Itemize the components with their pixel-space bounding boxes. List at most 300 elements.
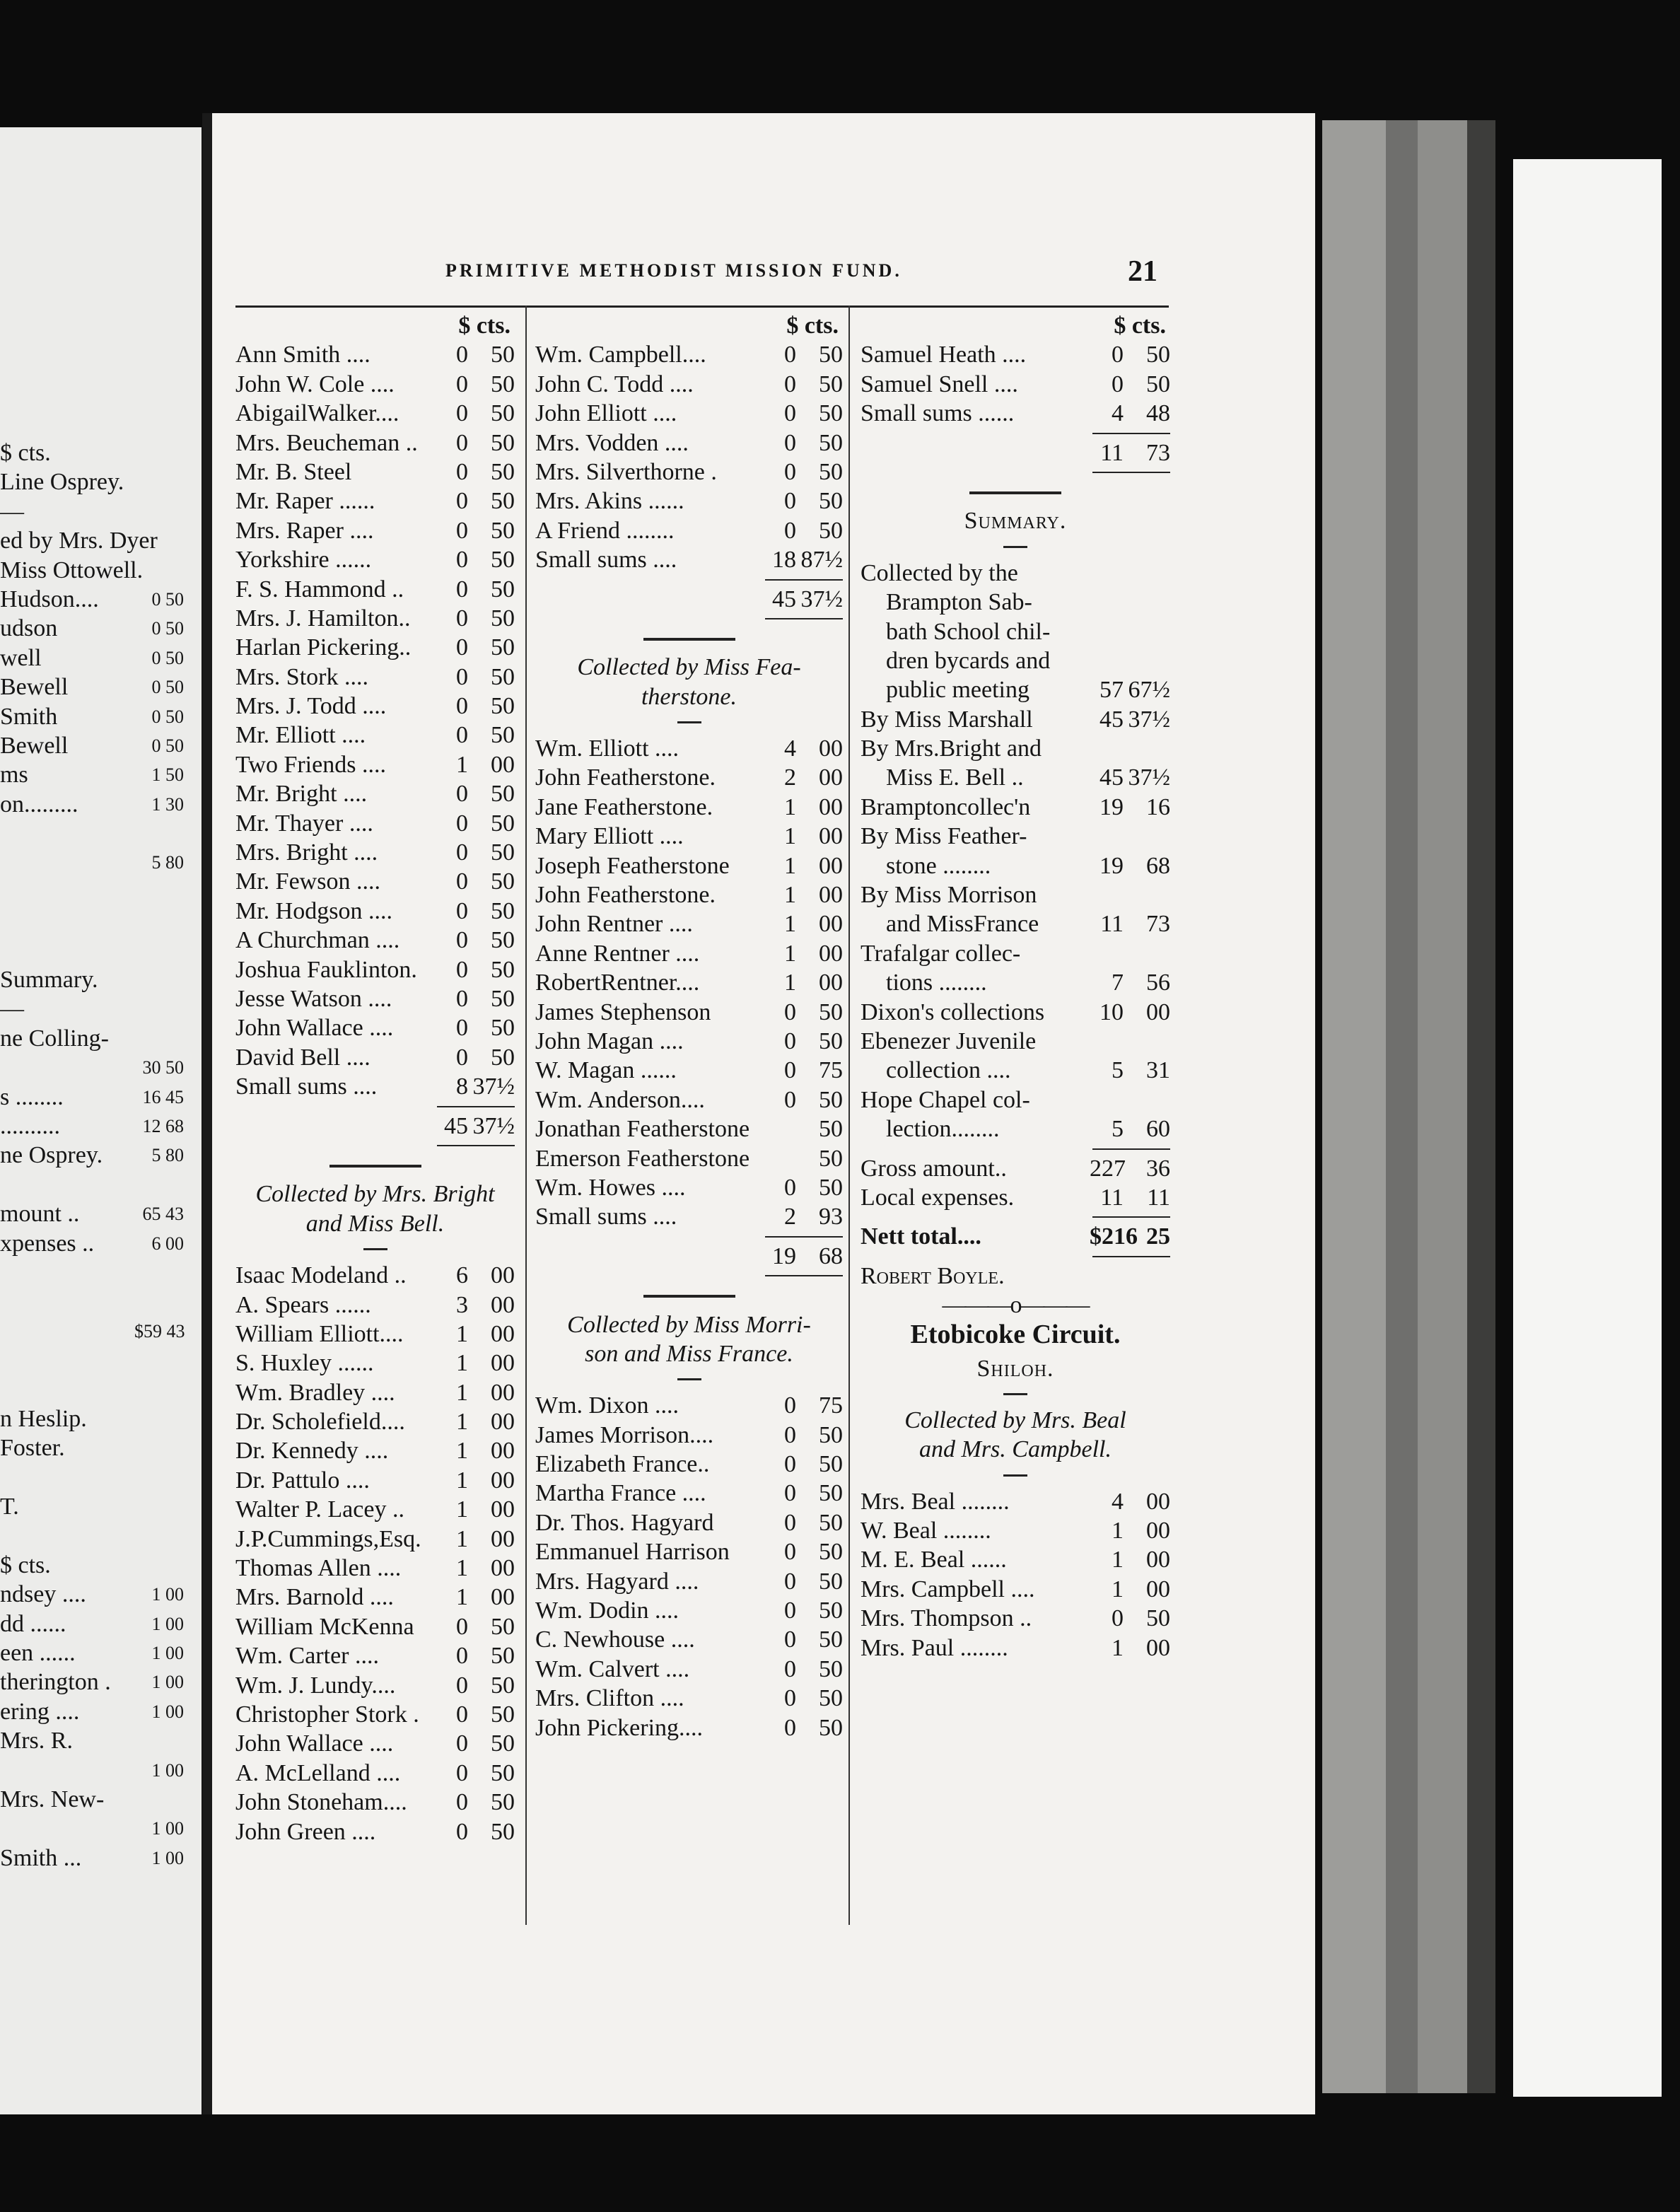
summary-title: Summary. bbox=[964, 508, 1067, 535]
subtotal-cents: 68 bbox=[819, 1242, 843, 1269]
amount-cents: 67½ bbox=[1128, 677, 1170, 704]
amount-cents: 50 bbox=[819, 1421, 843, 1448]
left-line-text: Foster. bbox=[0, 1435, 65, 1462]
amount-cents: 56 bbox=[1146, 970, 1170, 996]
list-item bbox=[235, 633, 515, 662]
left-line-value: 0 50 bbox=[151, 618, 184, 639]
left-line-text: Miss Ottowell. bbox=[0, 557, 144, 583]
list-item bbox=[235, 1554, 515, 1583]
list-item bbox=[535, 939, 843, 968]
left-line-value bbox=[134, 497, 184, 526]
amount-dollars: 19 bbox=[1099, 793, 1124, 820]
left-page-line bbox=[0, 1199, 184, 1228]
list-item bbox=[235, 1291, 515, 1320]
amount-cents: 50 bbox=[1146, 1605, 1170, 1632]
contributor-name: Mary Elliott .... bbox=[535, 823, 684, 850]
subtotal-spacer bbox=[861, 438, 1090, 467]
left-line-value: 1 50 bbox=[151, 764, 184, 786]
amount-cents: 50 bbox=[491, 605, 515, 631]
contributor-name: John Featherstone. bbox=[535, 764, 716, 791]
left-line-text: $ cts. bbox=[0, 1552, 51, 1578]
left-line-text bbox=[0, 1053, 134, 1082]
amount-dollars: 4 bbox=[784, 735, 796, 762]
list-item bbox=[535, 1479, 843, 1508]
amount-dollars: 0 bbox=[456, 663, 468, 690]
left-line-value bbox=[143, 556, 184, 585]
left-line-value bbox=[134, 467, 184, 496]
list-item bbox=[535, 1537, 843, 1566]
amount-cents: 93 bbox=[819, 1204, 843, 1230]
amount-cents: 00 bbox=[1146, 1634, 1170, 1661]
short-dash bbox=[235, 1238, 515, 1261]
amount-dollars: 0 bbox=[784, 458, 796, 485]
summary-line: public meeting bbox=[886, 677, 1030, 704]
amount-dollars: 0 bbox=[456, 781, 468, 808]
contributor-name: Small sums .... bbox=[235, 1073, 378, 1100]
list-item bbox=[235, 721, 515, 750]
summary-line: dren bycards and bbox=[886, 647, 1051, 674]
list-item bbox=[535, 1056, 843, 1085]
amount-cents: 50 bbox=[491, 985, 515, 1012]
left-line-text bbox=[0, 1521, 134, 1550]
summary-line: By Miss Morrison bbox=[861, 882, 1037, 909]
amount-dollars: 0 bbox=[456, 1818, 468, 1845]
amount-dollars: 0 bbox=[784, 1539, 796, 1566]
amount-dollars: 0 bbox=[784, 1057, 796, 1084]
list-item bbox=[235, 838, 515, 867]
amount-dollars: 0 bbox=[456, 342, 468, 368]
list-item bbox=[861, 340, 1170, 369]
left-line-text: well bbox=[0, 644, 42, 671]
summary-line: Dixon's collections bbox=[861, 999, 1045, 1025]
section-separator bbox=[861, 477, 1170, 506]
amount-dollars: 11 bbox=[1100, 1184, 1124, 1211]
amount-cents: 37½ bbox=[1128, 764, 1170, 791]
amount-cents: 00 bbox=[491, 1438, 515, 1465]
list-item bbox=[235, 545, 515, 574]
left-line-value bbox=[134, 1024, 184, 1053]
amount-cents: 50 bbox=[491, 897, 515, 924]
contributor-name: Mr. Elliott .... bbox=[235, 722, 366, 749]
left-page-line bbox=[0, 1053, 184, 1082]
contributor-name: James Morrison.... bbox=[535, 1421, 714, 1448]
amount-dollars: 1 bbox=[456, 1584, 468, 1611]
amount-cents: 50 bbox=[491, 1789, 515, 1816]
amount-cents: 50 bbox=[819, 1685, 843, 1712]
amount-dollars: 4 bbox=[1112, 1488, 1124, 1515]
amount-dollars: 0 bbox=[456, 927, 468, 954]
left-line-value: 1 00 bbox=[151, 1643, 184, 1664]
contributor-name: William Elliott.... bbox=[235, 1320, 404, 1347]
amount-cents: 00 bbox=[491, 1291, 515, 1318]
contributor-name: Mr. Thayer .... bbox=[235, 810, 373, 837]
amount-dollars: 1 bbox=[456, 1409, 468, 1436]
column-rule bbox=[848, 305, 850, 1925]
summary-line: Collected by the bbox=[861, 559, 1018, 586]
list-item bbox=[535, 1027, 843, 1056]
left-line-value bbox=[134, 1463, 184, 1492]
total-rule bbox=[1092, 472, 1170, 473]
amount-cents: 00 bbox=[819, 970, 843, 996]
amount-dollars: 8 bbox=[456, 1073, 468, 1100]
summary-item bbox=[861, 1027, 1170, 1085]
left-page-line bbox=[0, 673, 184, 702]
subtotal-cents: 73 bbox=[1146, 439, 1170, 466]
amount-dollars: 0 bbox=[784, 1714, 796, 1741]
left-line-value: 1 00 bbox=[151, 1613, 184, 1634]
list-item bbox=[535, 399, 843, 428]
amount-dollars: 1 bbox=[456, 1350, 468, 1377]
amount-cents: 48 bbox=[1146, 400, 1170, 427]
amount-cents: 50 bbox=[819, 342, 843, 368]
list-item bbox=[235, 955, 515, 984]
left-line-value bbox=[134, 1521, 184, 1550]
list-item bbox=[235, 1436, 515, 1465]
left-line-text: Line Osprey. bbox=[0, 469, 124, 496]
amount-dollars: 0 bbox=[784, 371, 796, 397]
amount-dollars: 2 bbox=[784, 764, 796, 791]
total-rule bbox=[1092, 433, 1170, 434]
left-line-value: 0 50 bbox=[151, 647, 184, 668]
contributor-name: Mrs. Beal ........ bbox=[861, 1488, 1010, 1515]
left-page-line bbox=[0, 1170, 184, 1199]
subtotal-spacer bbox=[535, 1242, 762, 1271]
list-item bbox=[535, 734, 843, 763]
amount-dollars: 0 bbox=[456, 810, 468, 837]
left-page-line bbox=[0, 614, 184, 643]
list-item bbox=[535, 1114, 843, 1143]
total-rule bbox=[1092, 1148, 1170, 1150]
column-3 bbox=[861, 311, 1170, 1663]
left-page-line bbox=[0, 1785, 184, 1814]
left-line-value bbox=[134, 1375, 184, 1404]
left-line-text: een ...... bbox=[0, 1640, 76, 1667]
row-label: Nett total.... bbox=[861, 1223, 981, 1250]
summary-line: bath School chil- bbox=[886, 618, 1051, 645]
summary-line: Trafalgar collec- bbox=[861, 940, 1021, 967]
left-line-text: Smith bbox=[0, 703, 58, 730]
list-item bbox=[235, 487, 515, 516]
left-page-line bbox=[0, 1229, 184, 1258]
amount-cents: 50 bbox=[491, 634, 515, 661]
contributor-name: Emerson Featherstone bbox=[535, 1145, 750, 1172]
amount-dollars: 1 bbox=[1112, 1547, 1124, 1573]
amount-cents: 50 bbox=[819, 1714, 843, 1741]
amount-dollars: 6 bbox=[456, 1262, 468, 1289]
contributor-name: A. McLelland .... bbox=[235, 1759, 401, 1786]
contributor-name: Small sums ...... bbox=[861, 400, 1015, 427]
amount-cents: 50 bbox=[819, 1451, 843, 1478]
amount-cents: 31 bbox=[1146, 1057, 1170, 1084]
amount-dollars: 1 bbox=[456, 751, 468, 778]
summary-line: Miss E. Bell .. bbox=[886, 764, 1024, 791]
left-page-line bbox=[0, 1551, 184, 1580]
list-item bbox=[535, 429, 843, 458]
list-item bbox=[235, 575, 515, 604]
contributor-name: Wm. Howes .... bbox=[535, 1174, 686, 1201]
amount-dollars: 0 bbox=[456, 576, 468, 603]
amount-dollars: 1 bbox=[784, 882, 796, 909]
left-line-text: Smith ... bbox=[0, 1844, 82, 1871]
amount-cents: 00 bbox=[491, 1262, 515, 1289]
contributor-name: C. Newhouse .... bbox=[535, 1626, 695, 1653]
left-line-value bbox=[134, 1287, 184, 1316]
left-line-text: udson bbox=[0, 615, 58, 642]
amount-cents: 50 bbox=[819, 1655, 843, 1682]
left-page-line bbox=[0, 965, 184, 994]
subtotal-row bbox=[861, 438, 1170, 467]
left-page-column bbox=[0, 438, 184, 1873]
amount-cents: 50 bbox=[819, 1480, 843, 1507]
left-page-line bbox=[0, 467, 184, 496]
contributor-name: J.P.Cummings,Esq. bbox=[235, 1525, 421, 1552]
contributor-name: William McKenna bbox=[235, 1613, 414, 1640]
left-line-text: — bbox=[0, 996, 24, 1023]
list-item bbox=[235, 1043, 515, 1072]
contributor-name: S. Huxley ...... bbox=[235, 1350, 374, 1377]
amount-cents: 75 bbox=[819, 1392, 843, 1419]
amount-cents: 50 bbox=[491, 517, 515, 544]
list-item bbox=[235, 779, 515, 808]
contributor-name: Mrs. Raper .... bbox=[235, 517, 374, 544]
amount-dollars: 1 bbox=[1112, 1576, 1124, 1602]
subtotal-row bbox=[235, 1112, 515, 1141]
summary-amount bbox=[1090, 968, 1170, 997]
contributor-name: Wm. Dodin .... bbox=[535, 1597, 679, 1624]
left-line-value bbox=[134, 1346, 184, 1375]
contributor-name: John Pickering.... bbox=[535, 1714, 704, 1741]
amount-dollars: 0 bbox=[456, 371, 468, 397]
list-item bbox=[535, 1085, 843, 1114]
amount-cents: 50 bbox=[819, 429, 843, 456]
summary-line: By Miss Marshall bbox=[861, 706, 1033, 733]
left-line-value: 1 00 bbox=[151, 1701, 184, 1722]
amount-dollars: 0 bbox=[784, 342, 796, 368]
left-page-line bbox=[0, 1375, 184, 1404]
list-item bbox=[861, 1575, 1170, 1604]
currency-label: $ cts. bbox=[458, 313, 511, 339]
amount-dollars: 1 bbox=[456, 1555, 468, 1582]
left-page-line bbox=[0, 585, 184, 614]
amount-cents: 50 bbox=[819, 1145, 843, 1172]
subtotal-row bbox=[535, 1242, 843, 1271]
amount-cents: 50 bbox=[491, 342, 515, 368]
amount-cents: 00 bbox=[819, 911, 843, 938]
left-line-value: 1 00 bbox=[151, 1584, 184, 1605]
amount-dollars: 19 bbox=[1099, 852, 1124, 879]
list-item bbox=[235, 429, 515, 458]
amount-cents: 50 bbox=[819, 1116, 843, 1143]
amount-dollars: 45 bbox=[1099, 706, 1124, 733]
amount-cents: 00 bbox=[491, 751, 515, 778]
list-item bbox=[861, 1545, 1170, 1574]
contributor-name: Mrs. J. Hamilton.. bbox=[235, 605, 411, 631]
amount-cents: 00 bbox=[1146, 1518, 1170, 1544]
amount-dollars: 0 bbox=[456, 985, 468, 1012]
amount-dollars: 0 bbox=[456, 1643, 468, 1670]
amount-cents: 50 bbox=[491, 1643, 515, 1670]
amount-cents: 50 bbox=[491, 488, 515, 515]
left-page-line bbox=[0, 644, 184, 673]
list-item bbox=[235, 1013, 515, 1042]
subtotal-cents: 37½ bbox=[472, 1112, 515, 1139]
left-line-value: 1 00 bbox=[151, 1847, 184, 1868]
amount-dollars: 0 bbox=[1112, 371, 1124, 397]
section-separator bbox=[535, 624, 843, 653]
amount-cents: 75 bbox=[819, 1057, 843, 1084]
summary-line: tions ........ bbox=[886, 970, 987, 996]
amount-cents: 00 bbox=[491, 1584, 515, 1611]
contributor-name: Mrs. Beucheman .. bbox=[235, 429, 418, 456]
list-item bbox=[535, 1684, 843, 1713]
list-item bbox=[235, 458, 515, 487]
amount-dollars: 0 bbox=[456, 1015, 468, 1042]
left-line-value bbox=[134, 1785, 184, 1814]
amount-dollars: 0 bbox=[456, 956, 468, 983]
amount-cents: 36 bbox=[1146, 1155, 1170, 1182]
summary-line: Bramptoncollec'n bbox=[861, 793, 1031, 820]
contributor-name: Dr. Scholefield.... bbox=[235, 1409, 405, 1436]
list-item bbox=[235, 1495, 515, 1524]
total-rule bbox=[765, 1236, 843, 1238]
left-page-line bbox=[0, 1697, 184, 1726]
contributor-name: Joseph Featherstone bbox=[535, 852, 730, 879]
contributor-name: Jonathan Featherstone bbox=[535, 1116, 750, 1143]
list-item bbox=[861, 370, 1170, 399]
contributor-name: Mr. Bright .... bbox=[235, 781, 368, 808]
amount-dollars: 1 bbox=[784, 793, 796, 820]
amount-cents: 50 bbox=[819, 1597, 843, 1624]
amount-cents: 50 bbox=[491, 400, 515, 427]
list-item bbox=[535, 1202, 843, 1231]
nett-total-row bbox=[861, 1222, 1170, 1251]
summary-item bbox=[861, 998, 1170, 1027]
left-page-line bbox=[0, 1521, 184, 1550]
left-page-line bbox=[0, 1609, 184, 1638]
subtotal-dollars: 45 bbox=[444, 1112, 468, 1139]
left-line-value: 1 00 bbox=[151, 1759, 184, 1781]
summary-item bbox=[861, 822, 1170, 880]
left-page-line bbox=[0, 526, 184, 555]
column-rule bbox=[525, 305, 527, 1925]
left-line-value: 1 30 bbox=[151, 793, 184, 815]
amount-dollars: 0 bbox=[784, 1626, 796, 1653]
left-line-text: therington . bbox=[0, 1669, 111, 1696]
contributor-name: Mr. Fewson .... bbox=[235, 868, 380, 895]
left-page-line bbox=[0, 1083, 184, 1112]
list-item bbox=[535, 1596, 843, 1625]
amount-cents: 00 bbox=[819, 764, 843, 791]
contributor-name: A. Spears ...... bbox=[235, 1291, 371, 1318]
contributor-name: Mrs. Campbell .... bbox=[861, 1576, 1035, 1602]
contributor-name: Anne Rentner .... bbox=[535, 940, 700, 967]
contributor-name: Wm. Calvert .... bbox=[535, 1655, 690, 1682]
amount-cents: 50 bbox=[491, 1672, 515, 1699]
amount-cents: 50 bbox=[491, 458, 515, 485]
amount-dollars: 0 bbox=[784, 400, 796, 427]
amount-cents: 37½ bbox=[472, 1073, 515, 1100]
contributor-name: Mrs. Barnold .... bbox=[235, 1584, 394, 1611]
list-item bbox=[535, 998, 843, 1027]
left-page-line bbox=[0, 497, 184, 526]
contributor-name: John W. Cole .... bbox=[235, 371, 395, 397]
header-rule bbox=[235, 305, 1169, 308]
left-page-line bbox=[0, 1638, 184, 1667]
left-page-line bbox=[0, 731, 184, 760]
left-line-text bbox=[0, 1317, 134, 1346]
summary-amount bbox=[1090, 763, 1170, 792]
contributor-name: Mrs. Stork .... bbox=[235, 663, 368, 690]
contributor-name: Mrs. Vodden .... bbox=[535, 429, 689, 456]
amount-cents: 50 bbox=[491, 868, 515, 895]
subtotal-spacer bbox=[235, 1112, 434, 1141]
amount-dollars: 45 bbox=[1099, 764, 1124, 791]
total-rule bbox=[765, 1275, 843, 1276]
book-gutter bbox=[202, 113, 212, 2114]
left-line-value: $59 43 bbox=[134, 1320, 185, 1341]
list-item bbox=[861, 1516, 1170, 1545]
contributor-name: Dr. Pattulo .... bbox=[235, 1467, 370, 1494]
contributor-name: A Churchman .... bbox=[235, 927, 400, 954]
summary-amount bbox=[1090, 675, 1170, 704]
left-line-value: 30 50 bbox=[142, 1057, 184, 1078]
contributor-name: John Stoneham.... bbox=[235, 1789, 407, 1816]
left-page-line bbox=[0, 907, 184, 936]
contributor-name: Small sums .... bbox=[535, 547, 677, 574]
contributor-name: Wm. Anderson.... bbox=[535, 1086, 705, 1113]
left-line-value: 1 00 bbox=[151, 1672, 184, 1693]
amount-dollars: 0 bbox=[456, 868, 468, 895]
left-line-text bbox=[0, 878, 134, 907]
amount-dollars: 0 bbox=[456, 1701, 468, 1728]
left-line-value bbox=[134, 819, 184, 848]
contributor-name: Martha France .... bbox=[535, 1480, 706, 1507]
contributor-name: Mrs. Hagyard .... bbox=[535, 1568, 699, 1595]
amount-cents: 50 bbox=[819, 1626, 843, 1653]
amount-cents: 50 bbox=[491, 839, 515, 866]
left-line-value bbox=[134, 936, 184, 965]
amount-dollars: 1 bbox=[784, 823, 796, 850]
left-page-line bbox=[0, 1404, 184, 1433]
contributor-name: Isaac Modeland .. bbox=[235, 1262, 407, 1289]
amount-dollars: 0 bbox=[784, 1086, 796, 1113]
contributor-name: John Green .... bbox=[235, 1818, 376, 1845]
list-item bbox=[235, 604, 515, 633]
list-item bbox=[861, 399, 1170, 428]
amount-dollars: 1 bbox=[456, 1379, 468, 1406]
list-item bbox=[535, 909, 843, 938]
amount-cents: 00 bbox=[491, 1409, 515, 1436]
contributor-name: John Rentner .... bbox=[535, 911, 693, 938]
left-line-text bbox=[0, 1287, 134, 1316]
list-item bbox=[235, 1525, 515, 1554]
summary-amount bbox=[1090, 1056, 1170, 1085]
amount-cents: 50 bbox=[819, 400, 843, 427]
left-line-text bbox=[0, 907, 134, 936]
amount-cents: 73 bbox=[1146, 911, 1170, 938]
contributor-name: Mr. Raper ...... bbox=[235, 488, 375, 515]
gross-amount-row bbox=[861, 1154, 1170, 1183]
list-item bbox=[235, 867, 515, 896]
summary-line: Brampton Sab- bbox=[886, 589, 1032, 616]
left-line-text: mount .. bbox=[0, 1201, 80, 1228]
contributor-name: Small sums .... bbox=[535, 1204, 677, 1230]
section-heading: Collected by Miss Morri- bbox=[567, 1311, 811, 1338]
amount-cents: 00 bbox=[819, 823, 843, 850]
amount-dollars: 0 bbox=[456, 1789, 468, 1816]
list-item bbox=[535, 545, 843, 574]
amount-cents: 60 bbox=[1146, 1116, 1170, 1143]
